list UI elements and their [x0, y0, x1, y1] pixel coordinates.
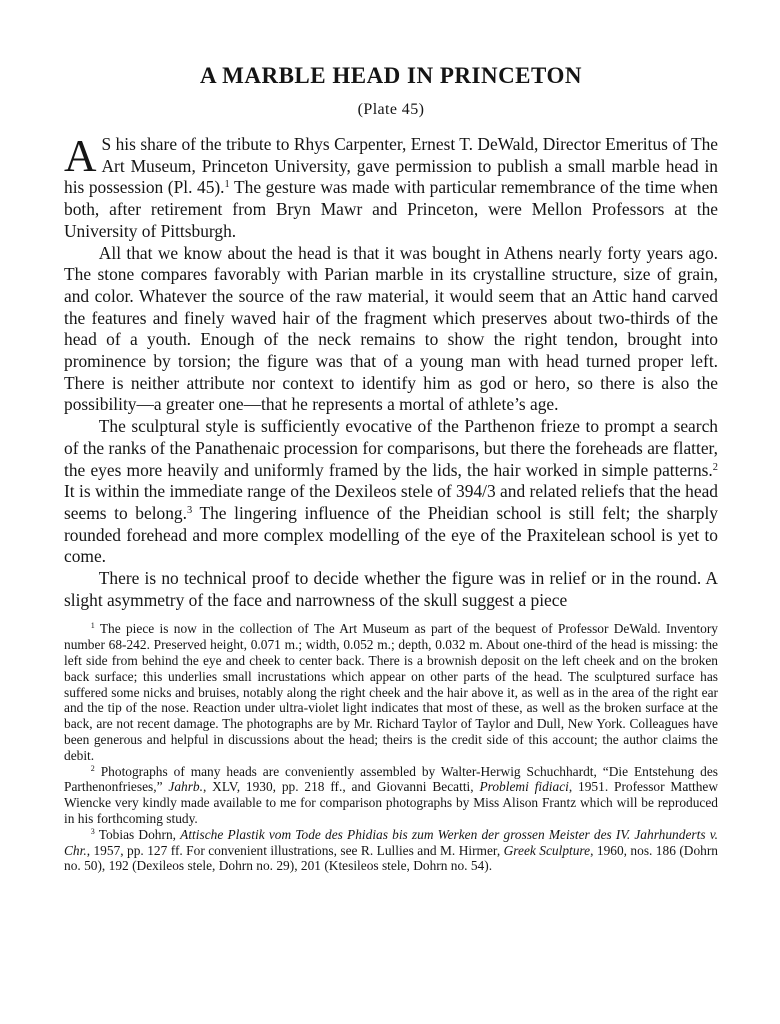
footnote-ref-3[interactable]: 3 — [186, 504, 193, 516]
footnote-text: , 1960, nos. 186 (Dohrn no. 50), 192 (Dexileos stele, Dohrn no. 29), 201 (Ktesileos stele, Dohrn no. 54). — [64, 842, 718, 874]
article-body — [64, 131, 718, 611]
journal-title: Jahrb. — [168, 779, 203, 795]
paragraph-3 — [64, 416, 718, 568]
footnote-text: , 1957, pp. 127 ff. For convenient illustrations, see R. Lullies and M. Hirmer, — [86, 842, 504, 858]
paragraph-text: The gesture was made with particular remembrance of the time when both, after retirement from Bryn Mawr and Princeton, were Mellon Professors at the University of Pittsburgh. — [64, 177, 718, 241]
paragraph-text: The lingering influence of the Pheidian school is still felt; the sharply rounded forehead and more complex modelling of the eye of the Praxitelean school is yet to come. — [64, 502, 718, 567]
footnote-text: , 1951. Professor Matthew Wiencke very kindly made available to me for comparison photographs by Miss Alison Frantz which will be reproduced in his forthcoming study. — [64, 779, 719, 827]
paragraph-text: S his share of the tribute to Rhys Carpenter, Ernest T. DeWald, Director Emeritus of The Art Museum, Princeton University, gave permission to publish a small marble head in his possession (Pl. 45). — [64, 134, 718, 198]
drop-cap: A — [64, 131, 97, 181]
footnote-ref-2[interactable]: 2 — [712, 461, 718, 473]
book-title: Greek Sculpture — [503, 842, 591, 858]
page — [64, 62, 718, 874]
footnote-2 — [64, 764, 718, 827]
paragraph-text: The sculptural style is sufficiently evocative of the Parthenon frieze to prompt a search of the ranks of the Panathenaic procession for comparisons, but there the foreheads are flatter, the eyes more heavily and uniformly framed by the lids, the hair worked in simple patterns. — [64, 416, 718, 480]
book-title: Problemi fidiaci — [479, 779, 569, 795]
footnote-3 — [64, 827, 718, 874]
article-title: A MARBLE HEAD IN PRINCETON — [200, 63, 582, 88]
footnote-text: , XLV, 1930, pp. 218 ff., and Giovanni Becatti, — [202, 779, 480, 795]
paragraph-2: All that we know about the head is that it was bought in Athens nearly forty years ago. The stone compares favorably with Parian marble in its crystalline structure, size of grain, and color. Whatever the source of the raw material, it would seem that an Attic hand carved the features and finely waved hair of the fragment which preserves about two-thirds of the head of a youth. Enough of the neck remains to show the right tendon, brought into prominence by torsion; the figure was that of a young man with head turned proper left. There is neither attribute nor context to identify him as god or hero, so there is also the possibility—a greater one—that he represents a mortal of athlete’s age. — [64, 242, 718, 415]
footnote-1 — [64, 621, 718, 763]
footnote-text: Photographs of many heads are conveniently assembled by Walter-Herwig Schuchhardt, “Die Entstehung des Parthenonfrieses,” — [64, 763, 718, 795]
footnote-text: The piece is now in the collection of The Art Museum as part of the bequest of Professor DeWald. Inventory number 68-242. Preserved height, 0.071 m.; width, 0.052 m.; depth, 0.032 m. About one-third of the head is missing: the left side from behind the eye and cheek to center back. There is a brownish deposit on the left cheek and on the broken back surface; this underlies small incrustations which appear on other parts of the head. The sculptured surface has suffered some nicks and bruises, notably along the right cheek and the hair above it, as well as in the area of the right ear and the tip of the nose. Reaction under ultra-violet light indicates that most of these, as well as the broken surface at the back, are not recent damage. The photographs are by Mr. Richard Taylor of Taylor and Dull, New York. Colleagues have been generous and helpful in discussions about the head; theirs is the credit side of this account; the author claims the debit. — [64, 621, 718, 763]
footnote-number: 1 — [90, 621, 95, 631]
footnote-number: 2 — [90, 763, 95, 773]
plate-reference: (Plate 45) — [357, 101, 425, 118]
footnotes — [64, 621, 718, 874]
footnote-number: 3 — [90, 827, 95, 837]
footnote-ref-1[interactable]: 1 — [224, 179, 230, 191]
paragraph-4: There is no technical proof to decide whether the figure was in relief or in the round. A slight asymmetry of the face and narrowness of the skull suggest a piece — [64, 568, 718, 610]
book-title: Attische Plastik vom Tode des Phidias bis zum Werken der grossen Meister des IV. Jahrhunderts v. Chr. — [64, 826, 718, 858]
paragraph-text: It is within the immediate range of the Dexileos stele of 394/3 and related reliefs that the head seems to belong. — [64, 481, 718, 523]
paragraph-1 — [64, 131, 718, 243]
footnote-text: Tobias Dohrn, — [94, 826, 181, 842]
